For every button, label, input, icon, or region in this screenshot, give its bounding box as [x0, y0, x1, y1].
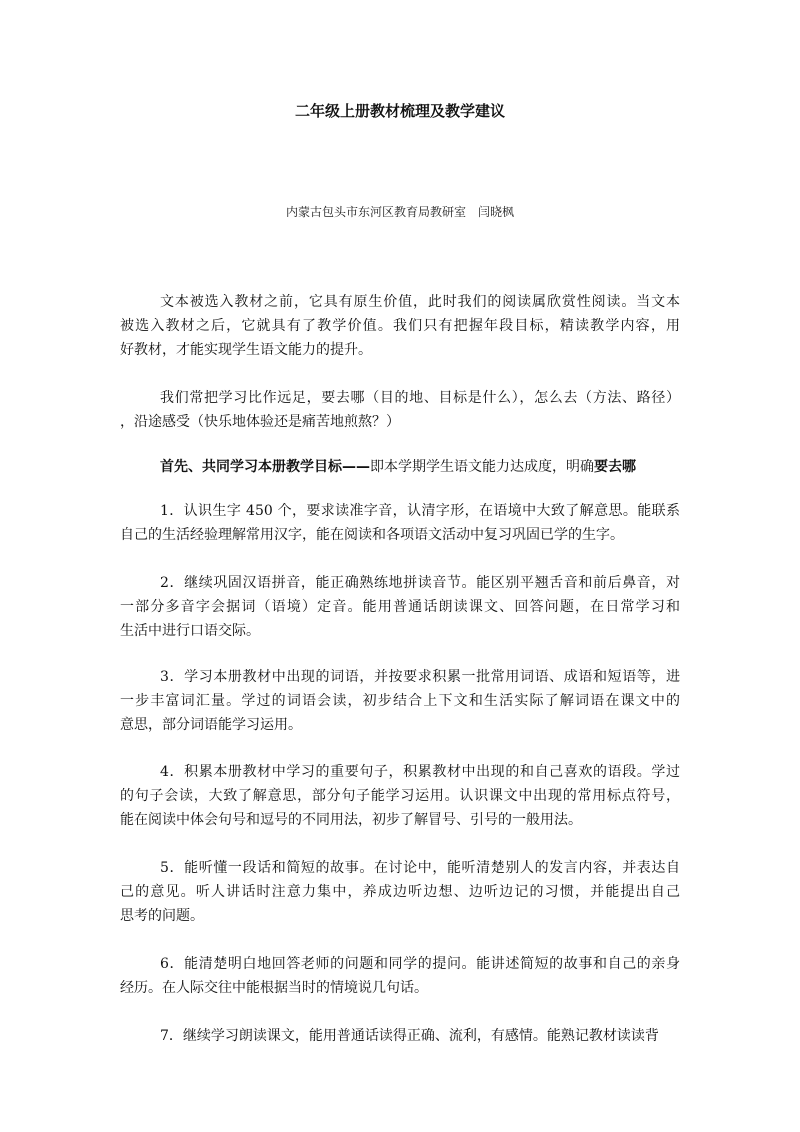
heading-bold-end: 要去哪 — [594, 459, 636, 475]
section-heading — [160, 457, 680, 477]
intro-paragraph-line: 好教材，才能实现学生语文能力的提升。 — [120, 342, 372, 358]
goal-item-line: 5．能听懂一段话和简短的故事。在讨论中，能听清楚别人的发言内容，并表达自 — [160, 860, 680, 876]
goal-item-line: 1．认识生字 450 个，要求读准字音，认清字形，在语境中大致了解意思。能联系 — [160, 503, 680, 519]
goal-item-line: 4．积累本册教材中学习的重要句子，积累教材中出现的和自己喜欢的语段。学过 — [160, 764, 680, 780]
goal-item-line: 7．继续学习朗读课文，能用普通话读得正确、流利，有感情。能熟记教材读读背 — [160, 1028, 659, 1044]
author-line: 内蒙古包头市东河区教育局教研室 闫晓枫 — [285, 205, 514, 219]
intro-paragraph-line: 我们常把学习比作远足，要去哪（目的地、目标是什么），怎么去（方法、路径） — [160, 390, 680, 406]
goal-item-line: 2．继续巩固汉语拼音，能正确熟练地拼读音节。能区别平翘舌音和前后鼻音，对 — [160, 575, 680, 591]
goal-item-line: 经历。在人际交往中能根据当时的情境说几句话。 — [120, 980, 428, 996]
heading-normal: 即本学期学生语文能力达成度，明确 — [370, 459, 594, 475]
intro-paragraph-line: 文本被选入教材之前，它具有原生价值，此时我们的阅读属欣赏性阅读。当文本 — [160, 294, 680, 310]
intro-paragraph-line: 被选入教材之后，它就具有了教学价值。我们只有把握年段目标，精读教学内容，用 — [120, 318, 680, 334]
page-title: 二年级上册教材梳理及教学建议 — [294, 102, 505, 120]
goal-item-line: 的句子会读，大致了解意思，部分句子能学习运用。认识课文中出现的常用标点符号， — [120, 788, 680, 804]
goal-item-line: 自己的生活经验理解常用汉字，能在阅读和各项语文活动中复习巩固已学的生字。 — [120, 527, 624, 543]
intro-paragraph-line: ，沿途感受（快乐地体验还是痛苦地煎熬？） — [120, 414, 400, 430]
goal-item-line: 3．学习本册教材中出现的词语，并按要求积累一批常用词语、成语和短语等，进 — [160, 669, 680, 685]
goal-item-line: 一部分多音字会据词（语境）定音。能用普通话朗读课文、回答问题，在日常学习和 — [120, 599, 680, 615]
heading-bold-start: 首先、共同学习本册教学目标—— — [160, 459, 370, 475]
goal-item-line: 思考的问题。 — [120, 908, 204, 924]
goal-item-line: 一步丰富词汇量。学过的词语会读，初步结合上下文和生活实际了解词语在课文中的 — [120, 693, 680, 709]
goal-item-line: 意思，部分词语能学习运用。 — [120, 717, 302, 733]
goal-item-line: 6．能清楚明白地回答老师的问题和同学的提问。能讲述简短的故事和自己的亲身 — [160, 956, 680, 972]
goal-item-line: 能在阅读中体会句号和逗号的不同用法，初步了解冒号、引号的一般用法。 — [120, 812, 582, 828]
goal-item-line: 生活中进行口语交际。 — [120, 623, 260, 639]
goal-item-line: 己的意见。听人讲话时注意力集中，养成边听边想、边听边记的习惯，并能提出自己 — [120, 884, 680, 900]
